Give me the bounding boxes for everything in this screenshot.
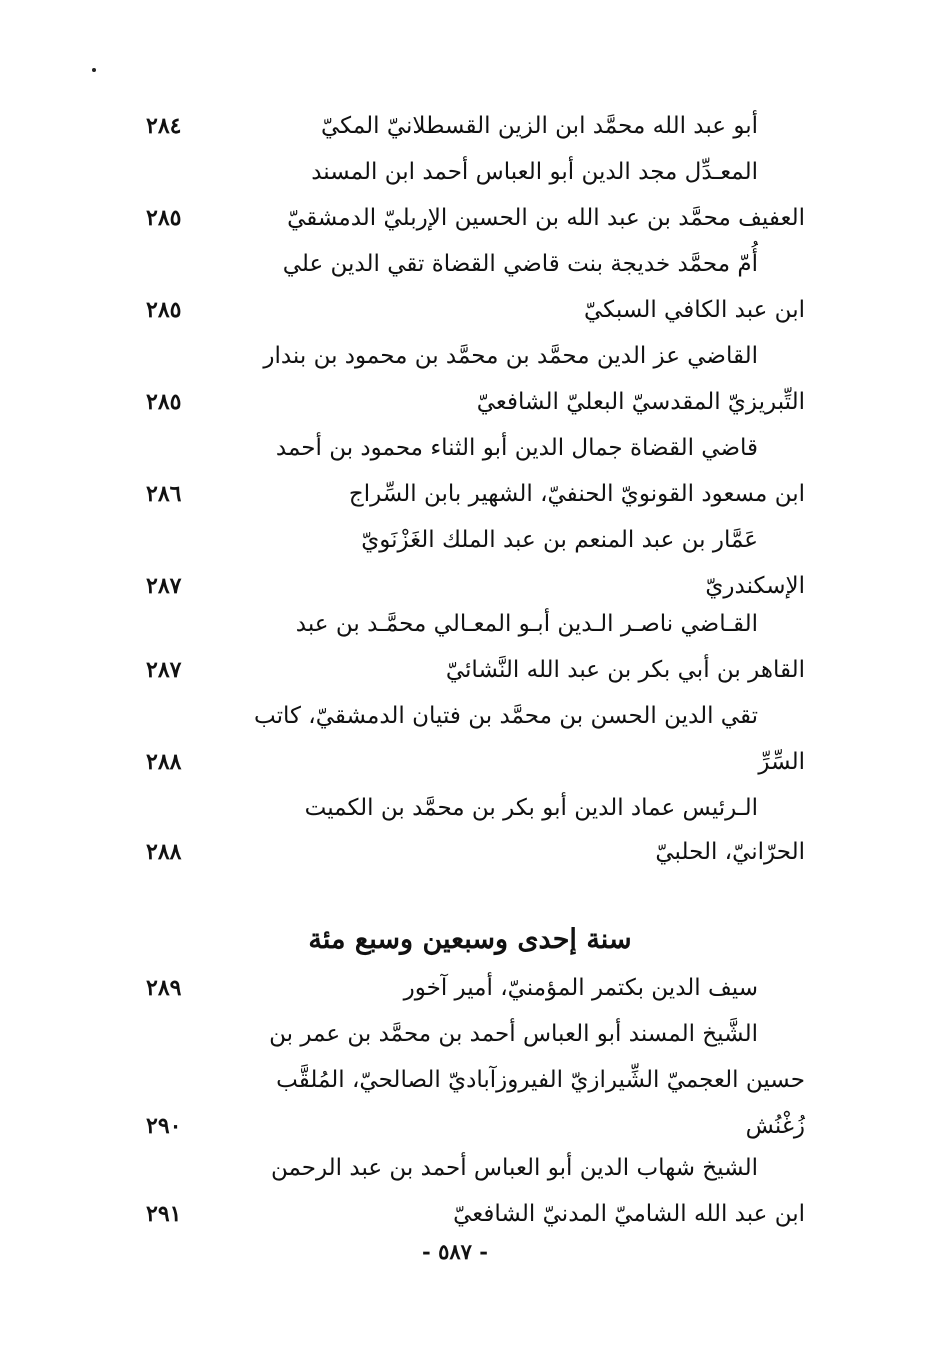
entry-page-number: ٢٨٨ <box>146 749 182 775</box>
entry-line: أُمّ محمَّد خديجة بنت قاضي القضاة تقي الدين علي <box>282 251 758 277</box>
entry-line: الإسكندريّ <box>705 573 805 599</box>
entry-line: القـاضي ناصـر الـدين أبـو المعـالي محمَّـد بن عبد <box>295 611 758 637</box>
entry-page-number: ٢٨٥ <box>146 205 182 231</box>
section-heading: سنة إحدى وسبعين وسبع مئة <box>308 924 632 955</box>
entry-line: التِّبريزيّ المقدسيّ البعليّ الشافعيّ <box>476 389 805 415</box>
entry-page-number: ٢٨٩ <box>146 975 182 1001</box>
entry-line: ابن عبد الله الشاميّ المدنيّ الشافعيّ <box>453 1201 805 1227</box>
entry-line: حسين العجميّ الشِّيرازيّ الفيروزآباديّ الصالحيّ، المُلقَّب <box>276 1067 805 1093</box>
entry-line: قاضي القضاة جمال الدين أبو الثناء محمود بن أحمد <box>275 435 758 461</box>
entry-line: المعـدِّل مجد الدين أبو العباس أحمد ابن المسند <box>311 159 758 185</box>
entry-page-number: ٢٨٨ <box>146 839 182 865</box>
entry-line: الشيخ شهاب الدين أبو العباس أحمد بن عبد الرحمن <box>270 1155 758 1181</box>
entry-page-number: ٢٩١ <box>146 1201 182 1227</box>
entry-page-number: ٢٨٥ <box>146 297 182 323</box>
entry-page-number: ٢٨٤ <box>146 113 182 139</box>
entry-line: ابن مسعود القونويّ الحنفيّ، الشهير بابن السِّراج <box>348 481 805 507</box>
entry-page-number: ٢٩٠ <box>146 1113 182 1139</box>
entry-line: القاضي عز الدين محمَّد بن محمَّد بن محمود بن بندار <box>263 343 758 369</box>
entry-page-number: ٢٨٥ <box>146 389 182 415</box>
entry-page-number: ٢٨٧ <box>146 573 182 599</box>
entry-line: السِّرِّ <box>758 749 805 775</box>
entry-line: الـرئيس عماد الدين أبو بكر بن محمَّد بن الكميت <box>304 795 758 821</box>
stray-dot <box>92 68 96 72</box>
entry-line: الحرّانيّ، الحلبيّ <box>655 839 805 865</box>
entry-line: القاهر بن أبي بكر بن عبد الله النَّشائيّ <box>445 657 805 683</box>
entry-page-number: ٢٨٦ <box>146 481 182 507</box>
entry-line: أبو عبد الله محمَّد ابن الزين القسطلانيّ المكيّ <box>320 113 758 139</box>
entry-line: العفيف محمَّد بن عبد الله بن الحسين الإربليّ الدمشقيّ <box>287 205 805 231</box>
entry-line: سيف الدين بكتمر المؤمنيّ، أمير آخور <box>403 975 758 1001</box>
entry-line: الشَّيخ المسند أبو العباس أحمد بن محمَّد بن عمر بن <box>269 1021 758 1047</box>
entry-page-number: ٢٨٧ <box>146 657 182 683</box>
entry-line: تقي الدين الحسن بن محمَّد بن فتيان الدمشقيّ، كاتب <box>254 703 758 729</box>
page-number: - ٥٨٧ - <box>422 1239 488 1264</box>
entry-line: عَمَّار بن عبد المنعم بن عبد الملك الغَزْنَويّ <box>361 527 758 553</box>
entry-line: ابن عبد الكافي السبكيّ <box>584 297 805 323</box>
entry-line: زُغْنُش <box>745 1113 805 1139</box>
